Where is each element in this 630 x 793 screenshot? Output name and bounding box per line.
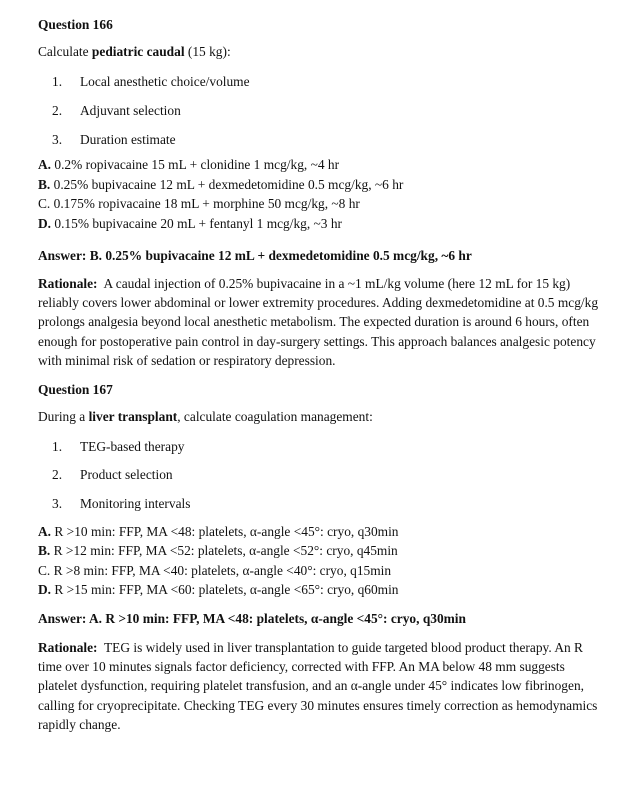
step-number: 3.	[52, 496, 63, 511]
option-letter: B.	[38, 177, 51, 192]
question-heading: Question 167	[38, 382, 113, 397]
option-b	[38, 543, 398, 559]
step-text: Adjuvant selection	[80, 103, 181, 118]
step-number: 2.	[52, 467, 63, 482]
step-number: 1.	[52, 74, 63, 89]
step-item	[52, 132, 176, 148]
rationale-label: Rationale:	[38, 276, 98, 291]
option-text: 0.15% bupivacaine 20 mL + fentanyl 1 mcg/kg, ~3 hr	[51, 216, 343, 231]
option-d	[38, 582, 399, 598]
step-item	[52, 439, 184, 455]
rationale-text: A caudal injection of 0.25% bupivacaine in a ~1 mL/kg volume (here 12 mL for 15 kg) reliably covers lower abdominal or lower extremity procedures. Adding dexmedetomidine at 0.5 mcg/kg prolongs analgesia beyond local anesthetic metabolism. The expected duration is around 6 hours, often enough for postoperative pain control in day-surgery settings. This approach balances analgesic potency with minimal risk of sedation or respiratory depression.	[38, 276, 602, 368]
intro-text: During a	[38, 409, 89, 424]
step-item	[52, 74, 250, 90]
step-number: 1.	[52, 439, 63, 454]
answer-line: Answer: B. 0.25% bupivacaine 12 mL + dexmedetomidine 0.5 mcg/kg, ~6 hr	[38, 248, 472, 263]
step-item	[52, 103, 181, 119]
step-text: TEG-based therapy	[80, 439, 185, 454]
step-text: Monitoring intervals	[80, 496, 191, 511]
option-text: 0.175% ropivacaine 18 mL + morphine 50 mcg/kg, ~8 hr	[50, 196, 360, 211]
option-b	[38, 177, 403, 193]
option-text: R >12 min: FFP, MA <52: platelets, α-angle <52°: cryo, q45min	[50, 543, 398, 558]
option-text: R >15 min: FFP, MA <60: platelets, α-angle <65°: cryo, q60min	[51, 582, 399, 597]
intro-text: Calculate	[38, 44, 92, 59]
option-c	[38, 563, 391, 579]
option-text: R >10 min: FFP, MA <48: platelets, α-angle <45°: cryo, q30min	[51, 524, 399, 539]
rationale-text: TEG is widely used in liver transplantation to guide targeted blood product therapy. An R time over 10 minutes signals factor deficiency, corrected with FFP. An MA below 48 mm suggests platelet dysfunction, requiring platelet transfusion, and an α-angle under 45° indicates low fibrinogen, calling for cryoprecipitate. Checking TEG every 30 minutes ensures timely correction as hemodynamics rapidly change.	[38, 640, 601, 732]
step-number: 2.	[52, 103, 63, 118]
option-letter: C.	[38, 196, 51, 211]
intro-emphasis: liver transplant	[88, 409, 178, 424]
step-item	[52, 467, 173, 483]
question-heading: Question 166	[38, 17, 113, 32]
intro-emphasis: pediatric caudal	[91, 44, 185, 59]
question-intro	[38, 409, 373, 425]
step-item	[52, 496, 190, 512]
step-text: Local anesthetic choice/volume	[80, 74, 250, 89]
option-a	[38, 524, 399, 540]
option-c	[38, 196, 360, 212]
rationale-paragraph	[38, 638, 603, 734]
option-d	[38, 216, 342, 232]
option-letter: D.	[38, 216, 52, 231]
rationale-paragraph	[38, 274, 603, 370]
option-letter: D.	[38, 582, 52, 597]
option-letter: A.	[38, 157, 52, 172]
option-letter: C.	[38, 563, 51, 578]
option-letter: A.	[38, 524, 52, 539]
question-intro	[38, 44, 231, 60]
option-text: 0.25% bupivacaine 12 mL + dexmedetomidine 0.5 mcg/kg, ~6 hr	[50, 177, 404, 192]
answer-line: Answer: A. R >10 min: FFP, MA <48: platelets, α-angle <45°: cryo, q30min	[38, 611, 466, 626]
step-number: 3.	[52, 132, 63, 147]
option-text: 0.2% ropivacaine 15 mL + clonidine 1 mcg/kg, ~4 hr	[51, 157, 340, 172]
rationale-label: Rationale:	[38, 640, 98, 655]
step-text: Duration estimate	[80, 132, 176, 147]
step-text: Product selection	[80, 467, 173, 482]
intro-text: (15 kg):	[184, 44, 231, 59]
option-text: R >8 min: FFP, MA <40: platelets, α-angle <40°: cryo, q15min	[50, 563, 392, 578]
option-a	[38, 157, 339, 173]
intro-text: , calculate coagulation management:	[177, 409, 373, 424]
option-letter: B.	[38, 543, 51, 558]
